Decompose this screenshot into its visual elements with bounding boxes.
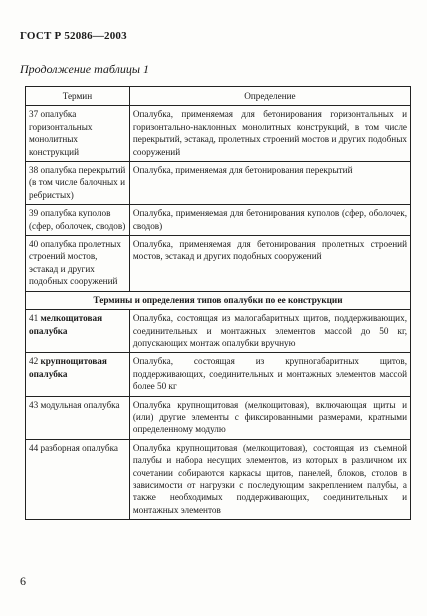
term-name: модульная опалубка — [40, 399, 120, 410]
term-cell: 40 опалубка пролетных строений мостов, эстакад и других подобных сооружений — [26, 236, 130, 292]
column-header-definition: Определение — [129, 87, 410, 106]
table-header-row — [26, 87, 411, 106]
column-header-term: Термин — [26, 87, 130, 106]
table-row — [26, 310, 411, 353]
definition-cell: Опалубка крупнощитовая (мелкощитовая), включающая щиты и (или) другие элементы с фиксированными размерами, кратными определенному модулю — [129, 396, 410, 439]
page-number: 6 — [20, 574, 26, 588]
table-row — [26, 396, 411, 439]
table-row — [26, 106, 411, 162]
term-number: 43 — [29, 399, 39, 410]
definition-cell: Опалубка, применяемая для бетонирования перекрытий — [129, 162, 410, 205]
table-row — [26, 353, 411, 396]
definition-cell: Опалубка, состоящая из малогабаритных щитов, поддерживающих, соединительных и монтажных элементов массой до 50 кг, допускающих монтаж опалубки вручную — [129, 310, 410, 353]
term-cell — [26, 396, 130, 439]
term-name: крупнощитовая опалубка — [29, 356, 107, 379]
document-code: ГОСТ Р 52086—2003 — [20, 30, 127, 42]
table-row — [26, 236, 411, 292]
term-name: разборная опалубка — [40, 442, 118, 453]
term-cell: 38 опалубка перекрытий (в том числе балочных и ребристых) — [26, 162, 130, 205]
table-row — [26, 439, 411, 519]
table-row — [26, 162, 411, 205]
term-cell — [26, 439, 130, 519]
term-cell — [26, 310, 130, 353]
definition-cell: Опалубка, применяемая для бетонирования куполов (сфер, оболочек, сводов) — [129, 205, 410, 236]
term-cell — [26, 353, 130, 396]
definition-cell: Опалубка, применяемая для бетонирования горизонтальных и горизонтально-наклонных монолитных конструкций, в том числе перекрытий, эстакад, пролетных строений мостов и других подобных сооружений — [129, 106, 410, 162]
table-continuation-caption: Продолжение таблицы 1 — [20, 62, 150, 76]
section-title: Термины и определения типов опалубки по ее конструкции — [26, 291, 411, 309]
term-cell: 37 опалубка горизонтальных монолитных конструкций — [26, 106, 130, 162]
section-header-row — [26, 291, 411, 309]
definition-cell: Опалубка, применяемая для бетонирования пролетных строений мостов, эстакад и других подобных сооружений — [129, 236, 410, 292]
term-name: мелкощитовая опалубка — [29, 313, 103, 336]
definition-cell: Опалубка крупнощитовая (мелкощитовая), состоящая из съемной палубы и набора несущих элементов, из которых в различном их сочетании собираются каркасы щитов, панелей, блоков, столов в зависимости от нагрузки с последующим закреплением палубы, а также необходимых поддерживающих, соединительных и монтажных элементов — [129, 439, 410, 519]
term-number: 44 — [29, 442, 39, 453]
term-cell: 39 опалубка куполов (сфер, оболочек, сводов) — [26, 205, 130, 236]
term-number: 41 — [29, 313, 39, 324]
terms-table — [25, 86, 411, 520]
table-row — [26, 205, 411, 236]
definition-cell: Опалубка, состоящая из крупногабаритных щитов, поддерживающих, соединительных и монтажных элементов массой более 50 кг — [129, 353, 410, 396]
term-number: 42 — [29, 356, 39, 367]
